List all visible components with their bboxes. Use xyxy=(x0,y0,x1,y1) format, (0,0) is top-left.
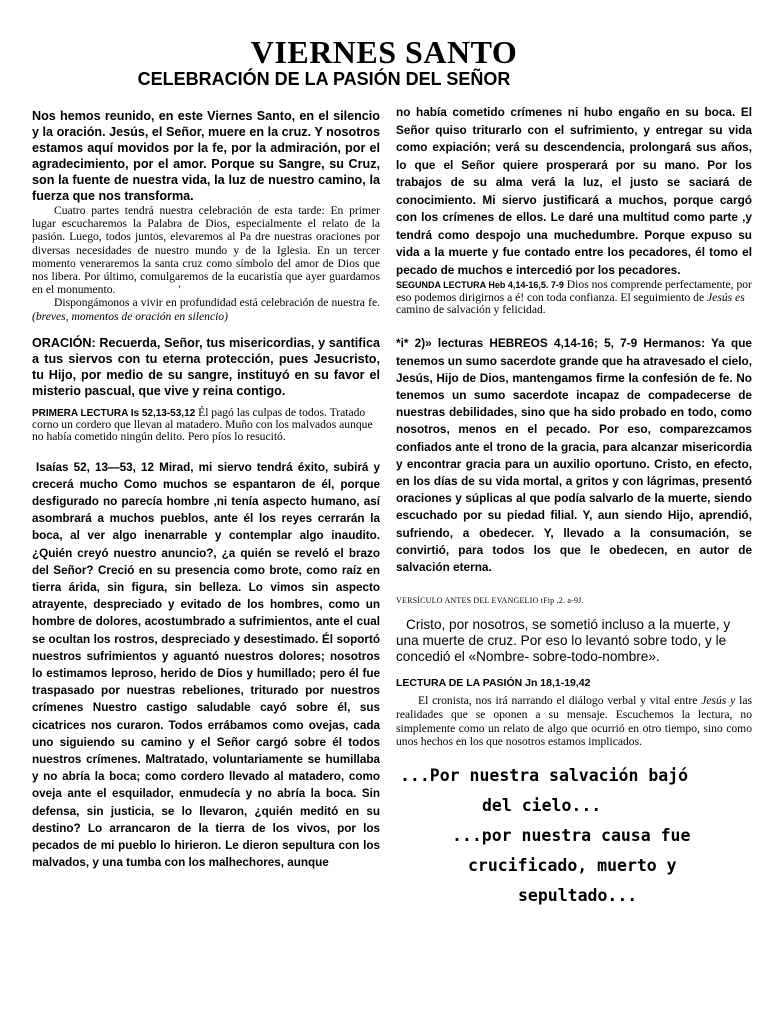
dispongamonos-paragraph xyxy=(32,296,380,322)
celebration-parts-text: Cuatro partes tendrá nuestra celebración de esta tarde: En primer lugar escucharemos la Palabra de Dios, especialmente el relato de la pasión. Luego, todos juntos, elevaremos al Pa dre nuestras oraciones por diversas necesidades de nuestro mundo y de la Iglesia. En un tercer momento veneraremos la santa cruz como símbolo del amor de Dios que nos libera. Por último, comulgaremos de la eucaristía que ayer guardamos en el monumento. xyxy=(32,204,380,297)
pasion-intro-italic: Jesús y xyxy=(701,694,736,708)
page-title: VIERNES SANTO xyxy=(250,34,518,70)
primera-lectura-label: PRIMERA LECTURA Is 52,13-53,12 xyxy=(32,407,196,419)
hebreos-reading: *i* 2)» lecturas HEBREOS 4,14-16; 5, 7-9 Hermanos: Ya que tenemos un sumo sacerdote grande que ha atravesado el cielo, Jesús, Hijo de Dios, mantengamos firme la confesión de fe. No tenemos un sumo sacerdote incapaz de compadecerse de nuestras debilidades, sino que ha sido probado en todo, como nosotros, menos en el pecado. Por eso, comparezcamos confiados ante el trono de la gracia, para alcanzar misericordia y encontrar gracia para un auxilio oportuno. Cristo, en efecto, en los días de su vida mortal, a gritos y con lágrimas, presentó oraciones y súplicas al que podía salvarlo de la muerte, siendo escuchado por su piedad filial. Y, aun siendo Hijo, aprendió, sufriendo, a obedecer. Y, llevado a la consumación, se convirtió, para todos los que le obedecen, en autor de salvación eterna. xyxy=(396,336,752,575)
versiculo-label: VERSÍCULO ANTES DEL EVANGELIO tFip .2. a-9J. xyxy=(396,596,584,606)
closing-line-5: sepultado... xyxy=(518,885,638,905)
stray-mark: ' xyxy=(178,283,181,297)
segunda-lectura-text-b: camino de salvación y felicidad. xyxy=(396,302,546,316)
closing-line-1: ...Por nuestra salvación bajó xyxy=(400,765,689,785)
celebration-parts-paragraph xyxy=(32,204,380,296)
oracion-paragraph: ORACIÓN: Recuerda, Señor, tus misericordias, y santifica a tus siervos con tu eterna protección, pues Jesucristo, tu Hijo, por medio de su sangre, instituyó en su favor el misterio pascual, que vive y reina contigo. xyxy=(32,335,380,398)
segunda-lectura-summary xyxy=(396,279,752,315)
segunda-lectura-label: SEGUNDA LECTURA Heb 4,14-16,5. 7-9 xyxy=(396,280,564,290)
closing-line-3: ...por nuestra causa fue xyxy=(452,825,691,845)
isaias-reading-continued: no había cometido crímenes ni hubo engaño en su boca. El Señor quiso triturarlo con el sufrimiento, y entregar su vida como expiación; verá su descendencia, prolongará sus años, lo que el Señor quiere prosperará por su mano. Por los trabajos de su alma verá la luz, el justo se saciará de conocimiento. Mi siervo justificará a muchos, porque cargó con los crímenes de ellos. Le daré una multitud como parte ,y tendrá como despojo una muchedumbre. Porque expuso su vida a la muerte y fue contado entre los pecadores, él tomo el pecado de muchos e intercedió por los pecadores. xyxy=(396,105,752,277)
pasion-intro xyxy=(396,694,752,748)
silence-note: (breves, momentos de oración en silencio) xyxy=(32,309,228,323)
pasion-intro-a: El cronista, nos irá narrando el diálogo verbal y vital entre xyxy=(418,694,698,708)
right-column xyxy=(396,104,752,911)
closing-line-4: crucificado, muerto y xyxy=(468,855,677,875)
isaias-reading: Isaías 52, 13—53, 12 Mirad, mi siervo tendrá éxito, subirá y crecerá mucho Como muchos se espantaron de él, porque desfigurado no parecía hombre ,ni tenía aspecto humano, así asombrará a muchos pueblos, ante él los reyes cerrarán la boca, al ver algo inenarrable y contemplar algo inaudito. ¿Quién creyó nuestro anuncio?, ¿a quién se reveló el brazo del Señor? Creció en su presencia como brote, como raíz en tierra árida, sin figura, sin belleza. Lo vimos sin aspecto atrayente, despreciado y evitado de los hombres, como un hombre de dolores, acostumbrado a sufrimientos, ante el cual se ocultan los rostros, despreciado y desestimado. Él soportó nuestros sufrimientos y aguantó nuestros dolores; nosotros lo estimamos leproso, herido de Dios y humillado; pero él fue traspasado por nuestras rebeliones, triturado por nuestros crímenes Nuestro castigo saludable cayó sobre él, sus cicatrices nos curaron. Todos errábamos como ovejas, cada uno siguiendo su camino y el Señor cargó sobre él todos nuestros crímenes. Maltratado, voluntariamente se humillaba y no abría la boca; como cordero llevado al matadero, como oveja ante el esquilador, enmudecía y no abría la boca. Sin defensa, sin justicia, se lo llevaron, ¿quién meditó en su destino? Lo arrancaron de la tierra de los vivos, por los pecados de mi pueblo lo hirieron. Le dieron sepultura con los malvados, y una tumba con los malhechores, aunque xyxy=(32,460,380,870)
pasion-intro-b: las realidades que se oponen a su mensaje. Escuchemos la lectura, no simplemente como un relato de algo que ocurrió en otro tiempo, sino como unos hechos en los que nosotros estamos implicados. xyxy=(396,694,752,749)
segunda-lectura-italic: Jesús es xyxy=(707,290,745,304)
versiculo-text: Cristo, por nosotros, se sometió incluso a la muerte, y una muerte de cruz. Por eso lo levantó sobre todo, y le concedió el «Nombre- sobre-todo-nombre». xyxy=(396,617,731,665)
primera-lectura-text: Él pagó las culpas de todos. Tratado corno un cordero que llevan al matadero. Muño con los malvados aunque no había cometido ningún delito. Pero píos lo resucitó. xyxy=(32,405,373,444)
left-column xyxy=(32,108,380,871)
primera-lectura-summary xyxy=(32,407,380,443)
segunda-lectura-text-a: Dios nos comprende perfectamente, por eso podemos dirigirnos a é! con toda confianza. El seguimiento de xyxy=(396,278,752,304)
intro-paragraph: Nos hemos reunido, en este Viernes Santo, en el silencio y la oración. Jesús, el Señor, muere en la cruz. Y nosotros estamos aquí movidos por la fe, por la admiración, por el agradecimiento, por el amor. Porque su Sangre, su Cruz, son la fuente de nuestra vida, la luz de nuestro camino, la fuerza que nos transforma. xyxy=(32,109,380,203)
closing-line-2: del cielo... xyxy=(482,795,602,815)
page-subtitle: CELEBRACIÓN DE LA PASIÓN DEL SEÑOR xyxy=(137,69,511,89)
dispongamonos-text: Dispongámonos a vivir en profundidad está celebración de nuestra fe. xyxy=(54,296,380,310)
pasion-label: LECTURA DE LA PASIÓN Jn 18,1-19,42 xyxy=(396,677,591,690)
